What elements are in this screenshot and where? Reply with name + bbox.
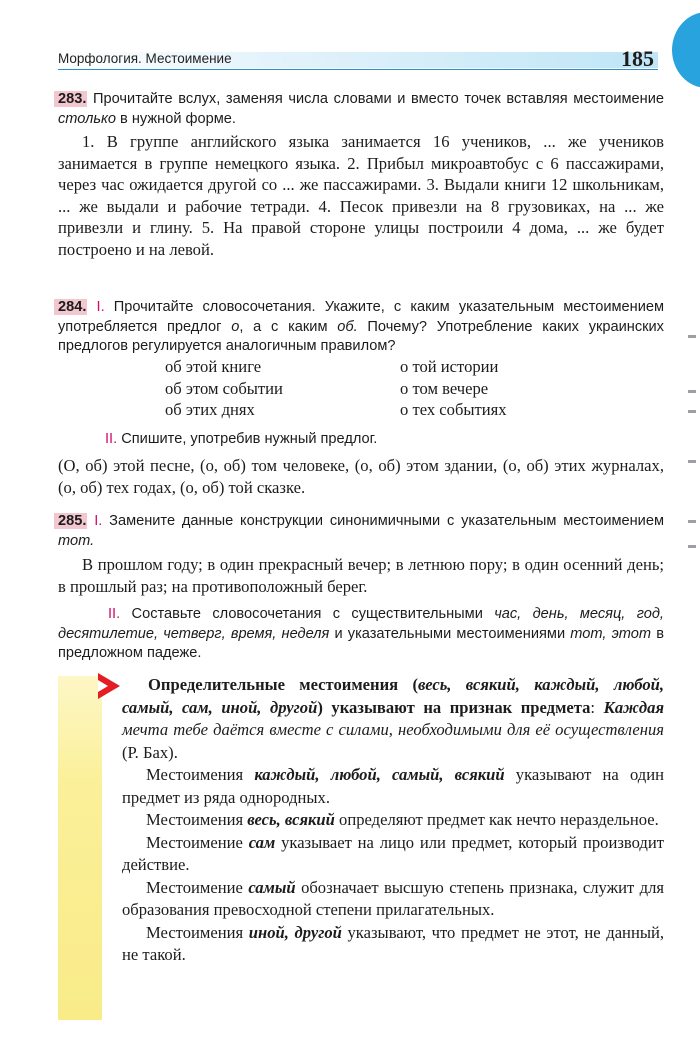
phrase-list <box>165 356 507 421</box>
edge-mark <box>688 410 696 413</box>
instruction-text: Составьте словосочетания с существительными <box>120 606 495 622</box>
task-283-instruction <box>58 90 664 129</box>
instruction-text: Замените данные конструкции синонимичными с указательным местоимением <box>102 513 664 529</box>
roman-numeral: II. <box>105 431 118 447</box>
task-number: 284. <box>54 299 87 315</box>
instruction-text: Почему? Употребление каких украинских предлогов регулируется аналогичным правилом? <box>58 318 664 354</box>
rule-text: Местоимения <box>146 810 248 829</box>
instruction-text: в нужной форме. <box>116 110 236 127</box>
task-284-instruction-2 <box>105 430 665 450</box>
phrase-left: об этом событии <box>165 378 283 398</box>
edge-mark <box>688 390 696 393</box>
task-285-exercise: В прошлом году; в один прекрасный вечер; в летнюю пору; в один осенний день; в прошлый раз; на противоположный берег. <box>58 555 664 596</box>
rule-box <box>122 674 664 967</box>
edge-mark <box>688 520 696 523</box>
rule-arrow-icon-inner <box>98 680 108 692</box>
rule-side-bar <box>58 676 102 1020</box>
rule-paragraph <box>122 764 664 809</box>
instruction-text: Спишите, употребив нужный предлог. <box>117 431 378 447</box>
rule-text: обозначает высшую степень признака, служит для образования превосходной степени прилагательных. <box>122 877 665 919</box>
roman-numeral: II. <box>108 606 121 622</box>
roman-numeral: I. <box>94 513 103 529</box>
rule-text: указывают на один предмет из ряда однородных. <box>122 765 664 807</box>
rule-bold: ) указывают на признак предмета <box>317 697 591 717</box>
rule-bold-italic: каждый, любой, самый, всякий <box>254 765 505 784</box>
task-283-exercise: 1. В группе английского языка занимается 16 учеников, ... же учеников занимается в группе немецкого языка. 2. Прибыл микроавтобус с 6 пассажирами, через час ожидается другой со ... же пассажирами. 3. Выдали книги 12 школьникам, ... же выдали и рабочие тетради. 4. Песок привезли на 8 грузовиках, на ... же привезли и глину. 5. На правой стороне улицы построили 4 дома, ... же будет построено и на левой. <box>58 132 664 259</box>
rule-bold-italic: иной, другой <box>248 922 342 942</box>
phrase-row <box>165 356 507 378</box>
rule-paragraph <box>122 877 664 922</box>
rule-bold-italic: весь, всякий <box>247 810 335 829</box>
rule-text: Местоимения <box>146 922 249 942</box>
rule-bold-italic: весь, всякий, каждый, любой, самый, сам, иной, другой <box>122 675 664 717</box>
rule-text: Местоимение <box>146 832 249 852</box>
instruction-text: Прочитайте вслух, заменяя числа словами и вместо точек вставляя местоимение <box>87 91 664 107</box>
instruction-italic: о <box>231 318 240 335</box>
task-284-instruction <box>58 298 664 357</box>
header-rule <box>58 69 658 70</box>
task-number: 283. <box>54 91 87 107</box>
rule-source: (Р. Бах). <box>122 742 178 762</box>
task-number: 285. <box>54 513 87 529</box>
phrase-right: о тех событиях <box>400 400 507 420</box>
rule-paragraph <box>122 832 664 877</box>
edge-mark <box>688 545 696 548</box>
roman-numeral: I. <box>96 299 105 315</box>
rule-example-bold: Каждая <box>603 697 664 717</box>
edge-mark <box>688 335 696 338</box>
instruction-text: , а с каким <box>239 318 338 335</box>
rule-text: Местоимение <box>146 877 249 897</box>
rule-text: определяют предмет как нечто нераздельное. <box>334 810 659 829</box>
rule-bold-italic: сам <box>248 832 276 852</box>
rule-text: : <box>590 697 604 717</box>
page-number: 185 <box>621 46 654 71</box>
phrase-left: об этих днях <box>165 400 255 420</box>
instruction-italic: столько <box>58 110 116 127</box>
page-header <box>58 38 658 72</box>
rule-bold: Определительные местоимения ( <box>148 675 418 694</box>
phrase-right: о той истории <box>400 357 499 376</box>
rule-paragraph <box>122 922 664 967</box>
instruction-italic: об. <box>337 318 358 335</box>
rule-text: указывает на лицо или предмет, который производит действие. <box>122 832 665 874</box>
instruction-italic: тот, этот <box>570 625 652 642</box>
phrase-row <box>165 378 507 400</box>
rule-paragraph <box>122 674 664 764</box>
instruction-italic: тот. <box>58 532 95 549</box>
phrase-right: о том вечере <box>400 378 489 398</box>
phrase-row <box>165 399 507 421</box>
rule-bold-italic: самый <box>248 877 296 897</box>
edge-mark <box>688 460 696 463</box>
rule-text: Местоимения <box>146 765 255 784</box>
rule-text: указывают, что предмет не этот, не данный, не такой. <box>122 922 664 964</box>
task-285-instruction <box>58 512 664 551</box>
running-title: Морфология. Местоимение <box>58 51 232 66</box>
instruction-text: в предложном падеже. <box>58 625 664 661</box>
rule-paragraph <box>122 809 664 832</box>
rule-example: мечта тебе даётся вместе с силами, необходимыми для её осуществления <box>122 720 664 739</box>
instruction-text: и указательными местоимениями <box>329 625 571 642</box>
instruction-italic: час, день, месяц, год, десятилетие, четверг, время, неделя <box>58 606 664 642</box>
task-284-exercise: (О, об) этой песне, (о, об) том человеке, (о, об) этом здании, (о, об) этих журналах, (о, об) тех годах, (о, об) той сказке. <box>58 456 664 497</box>
instruction-text: Прочитайте словосочетания. Укажите, с каким указательным местоимением употребляется предлог <box>58 299 665 335</box>
phrase-left: об этой книге <box>165 357 262 376</box>
corner-tab <box>672 12 700 88</box>
task-285-instruction-2 <box>58 605 664 664</box>
